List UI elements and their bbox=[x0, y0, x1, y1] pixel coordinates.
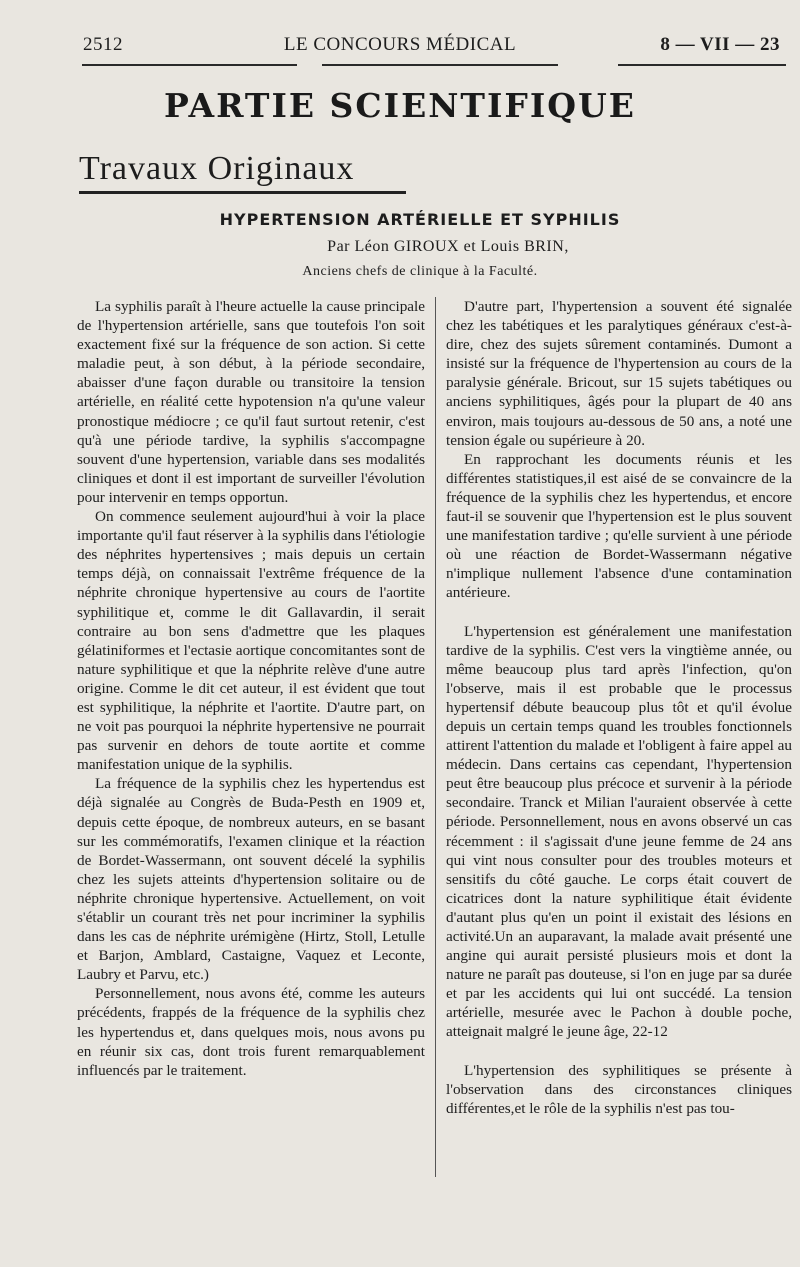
paragraph: La syphilis paraît à l'heure actuelle la cause principale de l'hypertension artérielle, sans que toutefois l'on soit exactement fixé sur la fréquence de son action. Si cette maladie peut, à son début, à la période secondaire, abaisser d'une façon durable ou transitoire la tension artérielle, en réalité cette hypotension n'a qu'une valeur pronostique médiocre ; ce qu'il faut surtout retenir, c'est qu'à une période tardive, la syphilis s'accompagne souvent d'une hypertension, variable dans ses modalités cliniques et dont il est important de surveiller l'évolution pour intervenir en temps opportun. bbox=[77, 298, 425, 506]
column-divider bbox=[435, 297, 436, 1177]
header-rule-center bbox=[322, 64, 558, 66]
left-column bbox=[77, 297, 425, 1080]
paragraph: En rapprochant les documents réunis et les différentes statistiques,il est aisé de se convaincre de la fréquence de la syphilis chez les hypertendus, et encore faut-il se souvenir que l'hypertension est le plus souvent une manifestation tardive ; qu'elle survient à une période où une réaction de Bordet-Wassermann négative n'implique nullement l'absence d'une contamination antérieure. bbox=[446, 450, 792, 602]
header-rule-right bbox=[618, 64, 786, 66]
article-affiliation: Anciens chefs de clinique à la Faculté. bbox=[302, 264, 538, 279]
right-column bbox=[446, 297, 792, 1118]
paragraph: L'hypertension des syphilitiques se présente à l'observation dans des circonstances cliniques différentes,et le rôle de la syphilis n'est pas tou- bbox=[446, 1061, 792, 1117]
paragraph: L'hypertension est généralement une manifestation tardive de la syphilis. C'est vers la vingtième année, ou même beaucoup plus tard après l'infection, qu'on l'observe, mais il est probable que le processus hypertensif débute beaucoup plus tôt et qu'il évolue depuis un certain temps quand les troubles fonctionnels attirent l'attention du malade et l'obligent à faire appel au médecin. Dans certains cas cependant, l'hypertension peut être beaucoup plus précoce et survenir à la période secondaire. Tranck et Milian l'auraient observée à cette période. Personnellement, nous en avons observé un cas récemment : il s'agissait d'une jeune femme de 24 ans qui vint nous consulter pour des troubles moteurs et sensitifs du côté gauche. Le corps était couvert de cicatrices dont la nature syphilitique était évidente d'autant plus qu'en un point il existait des lésions en activité.Un an auparavant, la malade avait présenté une angine qui aurait persisté plusieurs mois et dont la nature ne paraît pas douteuse, si l'on en juge par sa durée et par les accidents qui lui ont succédé. La tension artérielle, mesurée avec le Pachon à double poche, atteignait malgré le jeune âge, 22-12 bbox=[446, 622, 792, 1041]
article-byline: Par Léon GIROUX et Louis BRIN, bbox=[327, 238, 569, 255]
subsection-underline bbox=[79, 191, 406, 194]
journal-title: LE CONCOURS MÉDICAL bbox=[283, 34, 517, 55]
header-rule-left bbox=[82, 64, 297, 66]
article-title: HYPERTENSION ARTÉRIELLE ET SYPHILIS bbox=[219, 210, 621, 229]
paragraph: D'autre part, l'hypertension a souvent été signalée chez les tabétiques et les paralytiques généraux c'est-à-dire, chez des sujets sûrement contaminés. Dumont a insisté sur la fréquence de l'hypertension au cours de la paralysie générale. Bricout, sur 15 sujets tabétiques ou anciens syphilitiques, âgés pour la plupart de 40 ans environ, mais toujours au-dessous de 50 ans, a noté une tension égale ou supérieure à 20. bbox=[446, 298, 792, 449]
page-number: 2512 bbox=[83, 34, 123, 55]
issue-date: 8 — VII — 23 bbox=[660, 34, 780, 55]
section-title: PARTIE SCIENTIFIQUE bbox=[164, 86, 636, 125]
paragraph: La fréquence de la syphilis chez les hypertendus est déjà signalée au Congrès de Buda-Pesth en 1909 et, depuis cette époque, de nombreux auteurs, en se basant sur les commémoratifs, l'examen clinique et la réaction de Bordet-Wassermann, ont souvent décelé la syphilis chez les sujets atteints d'hypertension solitaire ou de néphrite chronique hypertensive. Actuellement, on voit s'établir un courant très net pour incriminer la syphilis dans les cas de néphrite urémigène (Hirtz, Stoll, Letulle et Barjon, Amblard, Castaigne, Vaquez et Leconte, Laubry et Parvu, etc.) bbox=[77, 775, 425, 984]
paragraph: Personnellement, nous avons été, comme les auteurs précédents, frappés de la fréquence de la syphilis chez les hypertendus et, dans quelques mois, nous avons pu en réunir six cas, dont trois furent remarquablement influencés par le traitement. bbox=[77, 985, 425, 1079]
paragraph: On commence seulement aujourd'hui à voir la place importante qu'il faut réserver à la syphilis dans l'étiologie des néphrites hypertensives ; mais depuis un certain temps déjà, on connaissait l'extrême fréquence de la néphrite chronique hypertensive au cours de l'aortite syphilitique et, comme le dit Gallavardin, il serait contraire au bon sens d'admettre que les plaques gélatiniformes et l'ectasie aortique concomitantes sont de nature syphilitique et que la néphrite relève d'une autre origine. Comme le dit cet auteur, il est évident que tout est syphilitique, la néphrite et l'aortite. D'autre part, on ne voit pas pourquoi la néphrite hypertensive ne pourrait pas survenir en dehors de toute aortite et comme manifestation unique de la syphilis. bbox=[77, 508, 425, 774]
subsection-title: Travaux Originaux bbox=[79, 150, 355, 187]
